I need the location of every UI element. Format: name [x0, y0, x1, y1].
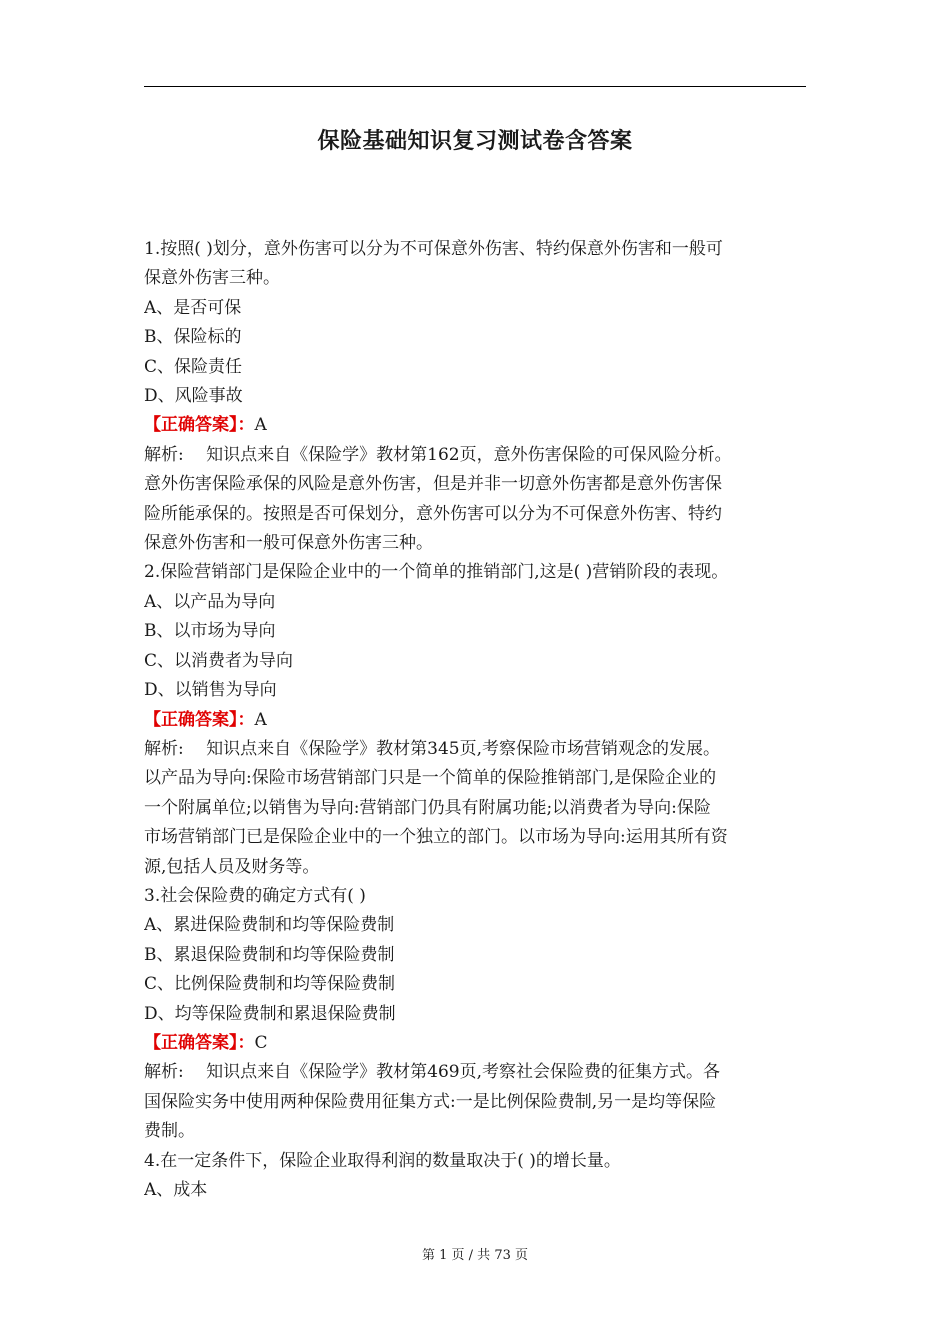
answer-value: A	[254, 709, 267, 730]
question-stem: 1.按照( )划分，意外伤害可以分为不可保意外伤害、特约保意外伤害和一般可	[144, 239, 723, 259]
option-b: B、保险标的	[144, 327, 242, 348]
analysis-line: 以产品为导向:保险市场营销部门只是一个简单的保险推销部门,是保险企业的	[144, 768, 717, 789]
analysis-line: 费制。	[144, 1121, 195, 1142]
question-list	[144, 235, 808, 1205]
answer-label: 【正确答案】	[144, 415, 238, 436]
analysis-line: 市场营销部门已是保险企业中的一个独立的部门。以市场为导向:运用其所有资	[144, 827, 728, 848]
header-rule	[144, 86, 806, 87]
analysis-line: 意外伤害保险承保的风险是意外伤害，但是并非一切意外伤害都是意外伤害保	[144, 474, 722, 495]
option-c: C、以消费者为导向	[144, 650, 294, 671]
option-b: B、累退保险费制和均等保险费制	[144, 944, 395, 965]
option-a: A、成本	[144, 1180, 208, 1200]
option-d: D、均等保险费制和累退保险费制	[144, 1003, 396, 1024]
answer-value: C	[254, 1032, 268, 1053]
answer-value: A	[254, 415, 267, 436]
option-c: C、比例保险费制和均等保险费制	[144, 974, 396, 995]
document-title: 保险基础知识复习测试卷含答案	[317, 128, 633, 154]
correct-answer	[144, 411, 808, 440]
question-stem: 保意外伤害三种。	[144, 268, 280, 289]
answer-colon: ：	[237, 709, 255, 730]
analysis-line: 保意外伤害和一般可保意外伤害三种。	[144, 533, 433, 554]
analysis-line: 一个附属单位;以销售为导向:营销部门仍具有附属功能;以消费者为导向:保险	[144, 797, 711, 818]
option-a: A、是否可保	[144, 297, 242, 318]
analysis-line: 源,包括人员及财务等。	[144, 856, 320, 877]
answer-colon: ：	[237, 1032, 255, 1053]
question-4	[144, 1147, 808, 1206]
question-3	[144, 882, 808, 1147]
answer-label: 【正确答案】	[144, 1032, 238, 1053]
correct-answer	[144, 1029, 808, 1058]
answer-colon: ：	[237, 415, 255, 436]
analysis-line: 解析: 知识点来自《保险学》教材第162页，意外伤害保险的可保风险分析。	[144, 444, 732, 465]
option-a: A、累进保险费制和均等保险费制	[144, 915, 395, 936]
correct-answer	[144, 706, 808, 735]
option-b: B、以市场为导向	[144, 621, 276, 642]
option-d: D、风险事故	[144, 386, 243, 407]
question-stem: 3.社会保险费的确定方式有( )	[144, 885, 366, 906]
page-footer: 第 1 页 / 共 73 页	[422, 1248, 528, 1263]
analysis-line: 解析: 知识点来自《保险学》教材第469页,考察社会保险费的征集方式。各	[144, 1062, 720, 1083]
option-d: D、以销售为导向	[144, 680, 277, 701]
option-a: A、以产品为导向	[144, 591, 276, 612]
question-stem: 2.保险营销部门是保险企业中的一个简单的推销部门,这是( )营销阶段的表现。	[144, 562, 729, 583]
question-stem: 4.在一定条件下，保险企业取得利润的数量取决于( )的增长量。	[144, 1150, 621, 1171]
analysis-line: 解析: 知识点来自《保险学》教材第345页,考察保险市场营销观念的发展。	[144, 738, 720, 759]
analysis-line: 险所能承保的。按照是否可保划分，意外伤害可以分为不可保意外伤害、特约	[144, 503, 722, 524]
analysis-line: 国保险实务中使用两种保险费用征集方式:一是比例保险费制,另一是均等保险	[144, 1091, 717, 1112]
question-1	[144, 235, 808, 558]
answer-label: 【正确答案】	[144, 709, 238, 730]
question-2	[144, 558, 808, 881]
option-c: C、保险责任	[144, 356, 243, 377]
